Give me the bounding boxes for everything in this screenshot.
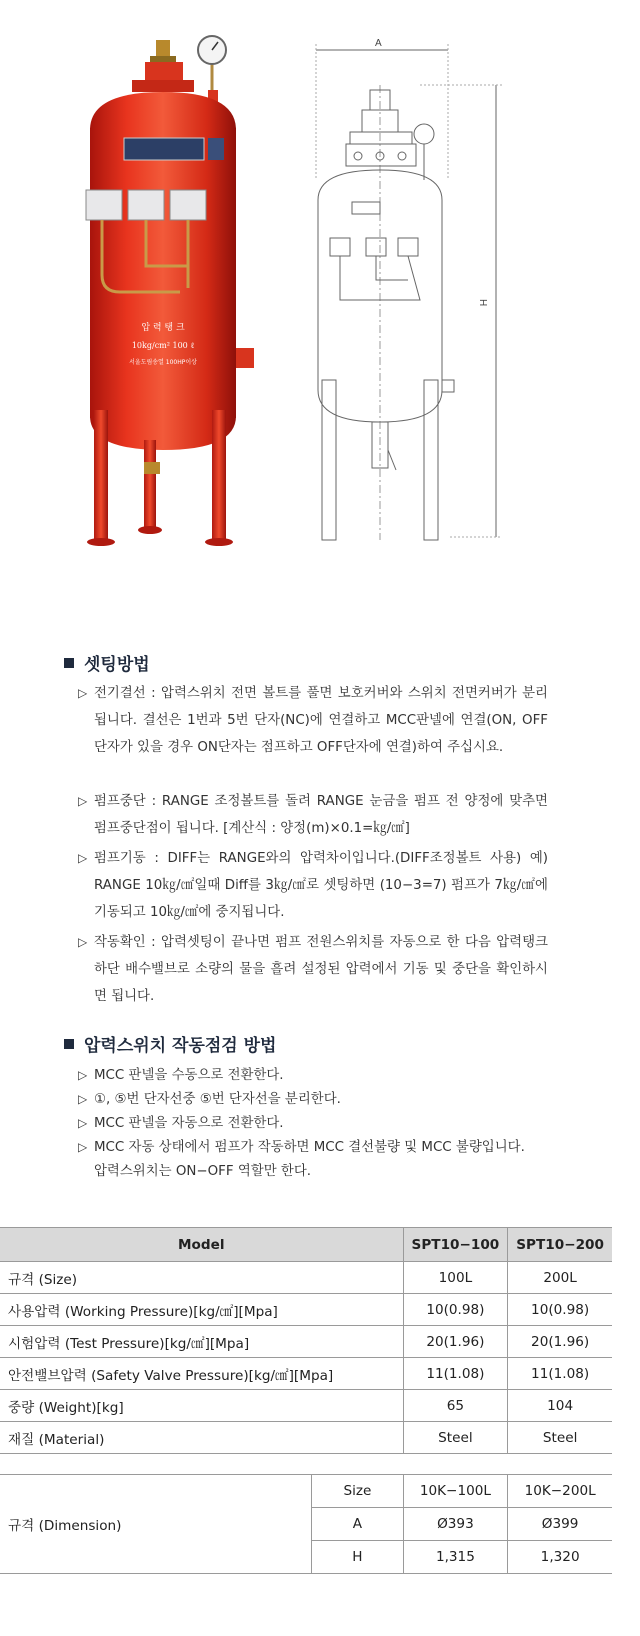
table-row: 사용압력 (Working Pressure)[kg/㎠][Mpa] 10(0.98) 10(0.98) (0, 1294, 612, 1326)
table-header-row (0, 1228, 612, 1262)
section-check-title-text: 압력스위치 작동점검 방법 (84, 1036, 277, 1056)
check-item-continuation: 압력스위치는 ON−OFF 역할만 한다. (94, 1164, 312, 1179)
setting-item-wiring: ▷ 전기결선 : 압력스위치 전면 볼트를 풀면 보호커버와 스위치 전면커버가 분리됩니다. 결선은 1번과 5번 단자(NC)에 연결하고 MCC판넬에 연결(ON, OFF단자가 있을 경우 ON단자는 점프하고 OFF단자에 연결)하여 주십시요. (78, 680, 548, 761)
table-row: 중량 (Weight)[kg] 65 104 (0, 1390, 612, 1422)
table-row: 규격 (Size) 100L 200L (0, 1262, 612, 1294)
table-row: 시험압력 (Test Pressure)[kg/㎠][Mpa] 20(1.96) 20(1.96) (0, 1326, 612, 1358)
triangle-bullet-icon: ▷ (78, 794, 88, 808)
tank-label-line3: 서울도림송열 100HP이상 (129, 359, 197, 366)
setting-item-pump-stop: ▷ 펌프중단 : RANGE 조정볼트를 돌려 RANGE 눈금을 펌프 전 양정에 맞추면 펌프중단점이 됩니다. [계산식 : 양정(m)×0.1=㎏/㎠] (78, 788, 548, 842)
setting-item-pump-start: ▷ 펌프기동 : DIFF는 RANGE와의 압력차이입니다.(DIFF조정볼트 사용) 예) RANGE 10㎏/㎠일때 Diff를 3㎏/㎠로 셋팅하면 (10−3=7) 펌프가 7㎏/㎠에 기동되고 10㎏/㎠에 중지됩니다. (78, 845, 548, 926)
dimension-h-label: H (477, 299, 488, 307)
pressure-tank-photo (60, 30, 260, 580)
table-row: 안전밸브압력 (Safety Valve Pressure)[kg/㎠][Mpa] 11(1.08) 11(1.08) (0, 1358, 612, 1390)
table-row-dimension: 규격 (Dimension) Size 10K−100L 10K−200L (0, 1475, 612, 1508)
check-item: ▷ ①, ⑤번 단자선중 ⑤번 단자선을 분리한다. (78, 1086, 548, 1113)
check-item: ▷ MCC 판넬을 수동으로 전환한다. (78, 1062, 548, 1089)
dimension-label: 규격 (Dimension) (0, 1475, 312, 1574)
setting-item-operation-check: ▷ 작동확인 : 압력셋팅이 끝나면 펌프 전원스위치를 자동으로 한 다음 압력탱크 하단 배수밸브로 소량의 물을 흘려 설정된 압력에서 기동 및 중단을 확인하시면 됩니다. (78, 929, 548, 1010)
triangle-bullet-icon: ▷ (78, 935, 88, 949)
triangle-bullet-icon: ▷ (78, 1092, 88, 1106)
table-row: 재질 (Material) Steel Steel (0, 1422, 612, 1454)
tank-label-line2: 10kg/cm² 100 ℓ (131, 341, 195, 350)
tank-technical-drawing (300, 30, 535, 580)
header-spt10-200: SPT10−200 (508, 1228, 612, 1262)
section-setting-title-text: 셋팅방법 (84, 655, 150, 675)
tank-label-line1: 압 력 탱 크 (141, 323, 185, 333)
check-item: ▷ MCC 자동 상태에서 펌프가 작동하면 MCC 결선불량 및 MCC 불량입니다. (78, 1134, 548, 1161)
square-bullet-icon (64, 658, 74, 668)
triangle-bullet-icon: ▷ (78, 686, 88, 700)
triangle-bullet-icon: ▷ (78, 851, 88, 865)
header-spt10-100: SPT10−100 (403, 1228, 508, 1262)
triangle-bullet-icon: ▷ (78, 1116, 88, 1130)
check-item: ▷ MCC 판넬을 자동으로 전환한다. (78, 1110, 548, 1137)
square-bullet-icon (64, 1039, 74, 1049)
triangle-bullet-icon: ▷ (78, 1068, 88, 1082)
section-check-title (64, 1031, 276, 1056)
header-model: Model (0, 1228, 403, 1262)
triangle-bullet-icon: ▷ (78, 1140, 88, 1154)
table-row-dimension: A Ø393 Ø399 (0, 1508, 612, 1541)
dimension-a-label: A (375, 38, 382, 49)
spec-table (0, 1227, 612, 1574)
table-row-dimension: H 1,315 1,320 (0, 1541, 612, 1574)
section-setting-title (64, 650, 150, 675)
